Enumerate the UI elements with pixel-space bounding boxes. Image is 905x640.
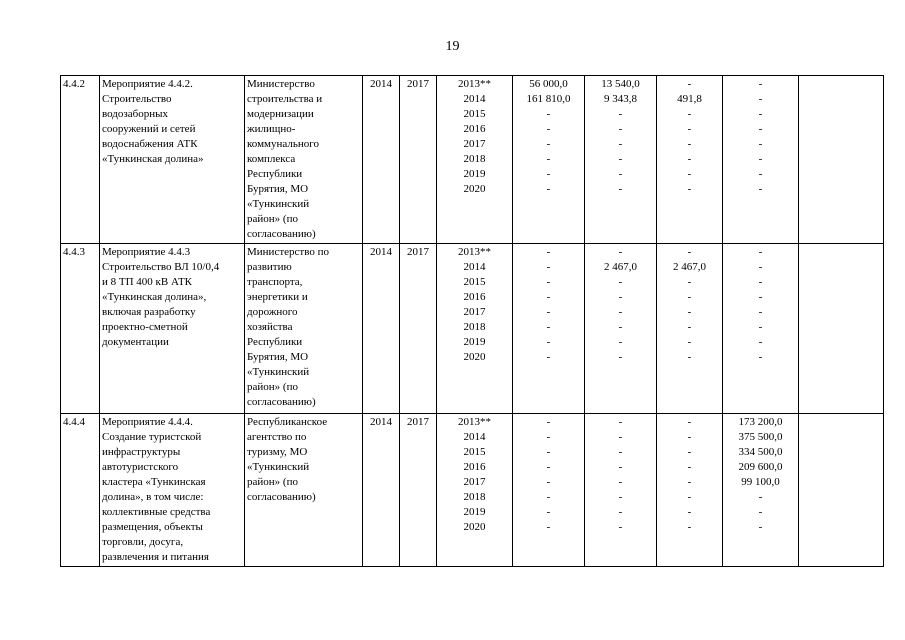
cell-line: 2013** [458,78,491,90]
cell-line: коллективные средства [102,506,211,518]
extra-budget-lines [725,77,796,197]
row-code: 4.4.4 [61,414,100,567]
row-code: 4.4.2 [61,76,100,244]
end-year: 2017 [400,244,437,414]
measure-name [100,76,245,244]
cell-line: 99 100,0 [741,476,780,488]
cell-line: - [546,431,551,443]
measure-name [100,414,245,567]
cell-line: - [687,168,692,180]
federal-budget-lines [515,245,582,365]
cell-line: - [618,446,623,458]
finance-years-lines [439,245,510,365]
cell-line: Бурятия, МО [247,351,309,363]
cell-line: - [546,416,551,428]
cell-line: 2020 [463,521,486,533]
extra-budget [723,76,799,244]
cell-line: - [687,321,692,333]
federal-budget [513,244,585,414]
cell-line: - [687,108,692,120]
cell-line: водоснабжения АТК [102,138,198,150]
cell-line: 9 343,8 [604,93,637,105]
measure-name [100,244,245,414]
cell-line: Республиканское [247,416,328,428]
extra-budget-lines [725,245,796,365]
start-year: 2014 [363,76,400,244]
cell-line: согласованию) [247,396,316,408]
cell-line: - [618,321,623,333]
start-year: 2014 [363,244,400,414]
cell-line: водозаборных [102,108,168,120]
cell-line: - [687,291,692,303]
local-budget [657,76,723,244]
cell-line: проектно-сметной [102,321,188,333]
cell-line: - [546,138,551,150]
cell-line: кластера «Тункинская [102,476,206,488]
cell-line: агентство по [247,431,307,443]
measure-name-lines [102,77,242,167]
federal-budget [513,414,585,567]
cell-line: - [618,138,623,150]
cell-line: 2020 [463,183,486,195]
cell-line: 173 200,0 [738,416,783,428]
cell-line: - [758,123,763,135]
empty-cell [799,414,884,567]
cell-line: - [687,416,692,428]
cell-line: 2014 [463,431,486,443]
cell-line: - [758,491,763,503]
finance-years-lines [439,415,510,535]
cell-line: - [758,306,763,318]
cell-line: 2015 [463,276,486,288]
republic-budget [585,76,657,244]
cell-line: - [546,306,551,318]
local-budget-lines [659,245,720,365]
cell-line: - [546,491,551,503]
cell-line: - [758,183,763,195]
cell-line: 2017 [463,306,486,318]
cell-line: - [687,78,692,90]
cell-line: - [687,351,692,363]
local-budget [657,244,723,414]
cell-line: - [687,446,692,458]
cell-line: 2018 [463,491,486,503]
cell-line: Министерство по [247,246,329,258]
cell-line: - [687,138,692,150]
cell-line: 2020 [463,351,486,363]
cell-line: 2015 [463,108,486,120]
cell-line: - [546,108,551,120]
cell-line: - [618,168,623,180]
cell-line: долина», в том числе: [102,491,204,503]
executor-name-lines [247,245,360,410]
cell-line: район» (по [247,381,298,393]
cell-line: Республики [247,336,303,348]
measure-name-lines [102,415,242,565]
cell-line: - [758,321,763,333]
row-code: 4.4.3 [61,244,100,414]
cell-line: сооружений и сетей [102,123,196,135]
cell-line: инфраструктуры [102,446,181,458]
cell-line: 161 810,0 [526,93,571,105]
cell-line: 375 500,0 [738,431,783,443]
federal-budget [513,76,585,244]
local-budget-lines [659,77,720,197]
executor-name [245,76,363,244]
cell-line: - [687,506,692,518]
cell-line: - [546,351,551,363]
empty-cell [799,244,884,414]
executor-name [245,244,363,414]
cell-line: - [618,336,623,348]
cell-line: - [758,138,763,150]
cell-line: жилищно- [247,123,296,135]
cell-line: Мероприятие 4.4.4. [102,416,193,428]
executor-name [245,414,363,567]
finance-years [437,244,513,414]
cell-line: хозяйства [247,321,293,333]
cell-line: - [758,246,763,258]
cell-line: 491,8 [677,93,702,105]
cell-line: - [546,336,551,348]
cell-line: - [546,291,551,303]
republic-budget [585,414,657,567]
republic-budget [585,244,657,414]
republic-budget-lines [587,415,654,535]
cell-line: - [618,183,623,195]
cell-line: - [546,461,551,473]
cell-line: - [546,521,551,533]
cell-line: 2 467,0 [604,261,637,273]
cell-line: - [758,291,763,303]
finance-years [437,76,513,244]
cell-line: торговли, досуга, [102,536,184,548]
cell-line: - [618,276,623,288]
cell-line: - [758,153,763,165]
cell-line: 2018 [463,153,486,165]
cell-line: Мероприятие 4.4.2. [102,78,193,90]
cell-line: - [546,476,551,488]
cell-line: - [618,291,623,303]
cell-line: - [758,336,763,348]
cell-line: - [687,336,692,348]
table-row [61,244,884,414]
cell-line: 13 540,0 [601,78,640,90]
cell-line: 2018 [463,321,486,333]
cell-line: автотуристского [102,461,179,473]
end-year: 2017 [400,414,437,567]
cell-line: и 8 ТП 400 кВ АТК [102,276,193,288]
cell-line: 2016 [463,123,486,135]
executor-name-lines [247,415,360,505]
cell-line: дорожного [247,306,298,318]
republic-budget-lines [587,245,654,365]
cell-line: - [687,431,692,443]
cell-line: строительства и [247,93,323,105]
cell-line: - [546,446,551,458]
cell-line: - [758,261,763,273]
cell-line: 334 500,0 [738,446,783,458]
cell-line: Строительство ВЛ 10/0,4 [102,261,220,273]
cell-line: - [546,183,551,195]
cell-line: - [758,93,763,105]
table-row [61,414,884,567]
cell-line: 2015 [463,446,486,458]
cell-line: - [618,491,623,503]
cell-line: - [618,431,623,443]
cell-line: Республики [247,168,303,180]
empty-cell [799,76,884,244]
cell-line: коммунального [247,138,319,150]
cell-line: - [687,521,692,533]
cell-line: - [758,276,763,288]
cell-line: включая разработку [102,306,196,318]
cell-line: - [758,78,763,90]
page-number: 19 [445,39,460,54]
cell-line: - [618,153,623,165]
cell-line: - [687,491,692,503]
finance-years [437,414,513,567]
cell-line: - [687,246,692,258]
extra-budget-lines [725,415,796,535]
cell-line: - [618,246,623,258]
cell-line: - [546,123,551,135]
cell-line: 2014 [463,261,486,273]
cell-line: - [618,476,623,488]
cell-line: 2016 [463,291,486,303]
cell-line: - [687,276,692,288]
cell-line: развитию [247,261,292,273]
republic-budget-lines [587,77,654,197]
cell-line: документации [102,336,169,348]
cell-line: размещения, объекты [102,521,203,533]
cell-line: - [687,153,692,165]
cell-line: район» (по [247,476,298,488]
measure-name-lines [102,245,242,350]
cell-line: 2016 [463,461,486,473]
cell-line: транспорта, [247,276,303,288]
cell-line: 2014 [463,93,486,105]
cell-line: - [546,153,551,165]
cell-line: 2017 [463,138,486,150]
cell-line: комплекса [247,153,296,165]
local-budget [657,414,723,567]
cell-line: - [618,306,623,318]
cell-line: туризму, МО [247,446,308,458]
cell-line: «Тункинская долина» [102,153,204,165]
program-table [60,75,884,567]
cell-line: «Тункинский [247,198,310,210]
cell-line: Строительство [102,93,172,105]
cell-line: «Тункинская долина», [102,291,207,303]
cell-line: 56 000,0 [529,78,568,90]
cell-line: 2013** [458,246,491,258]
cell-line: Создание туристской [102,431,202,443]
cell-line: согласованию) [247,491,316,503]
cell-line: 2019 [463,506,486,518]
cell-line: - [687,183,692,195]
table-row [61,76,884,244]
cell-line: Министерство [247,78,315,90]
cell-line: Бурятия, МО [247,183,309,195]
extra-budget [723,414,799,567]
cell-line: модернизации [247,108,314,120]
cell-line: - [618,506,623,518]
federal-budget-lines [515,415,582,535]
cell-line: - [758,506,763,518]
cell-line: - [546,321,551,333]
cell-line: - [546,276,551,288]
cell-line: 2013** [458,416,491,428]
cell-line: - [687,461,692,473]
executor-name-lines [247,77,360,242]
cell-line: - [618,108,623,120]
federal-budget-lines [515,77,582,197]
cell-line: энергетики и [247,291,308,303]
cell-line: 209 600,0 [738,461,783,473]
cell-line: - [758,351,763,363]
end-year: 2017 [400,76,437,244]
cell-line: 2017 [463,476,486,488]
cell-line: - [546,506,551,518]
cell-line: согласованию) [247,228,316,240]
cell-line: - [618,461,623,473]
cell-line: - [758,168,763,180]
cell-line: - [546,168,551,180]
cell-line: 2019 [463,336,486,348]
cell-line: - [546,246,551,258]
cell-line: «Тункинский [247,461,310,473]
cell-line: 2019 [463,168,486,180]
local-budget-lines [659,415,720,535]
cell-line: - [618,521,623,533]
finance-years-lines [439,77,510,197]
cell-line: - [546,261,551,273]
cell-line: - [618,351,623,363]
start-year: 2014 [363,414,400,567]
cell-line: - [687,306,692,318]
extra-budget [723,244,799,414]
cell-line: 2 467,0 [673,261,706,273]
cell-line: - [687,476,692,488]
cell-line: - [618,123,623,135]
cell-line: - [758,521,763,533]
cell-line: - [618,416,623,428]
cell-line: - [758,108,763,120]
cell-line: район» (по [247,213,298,225]
cell-line: развлечения и питания [102,551,209,563]
cell-line: - [687,123,692,135]
cell-line: Мероприятие 4.4.3 [102,246,191,258]
cell-line: «Тункинский [247,366,310,378]
